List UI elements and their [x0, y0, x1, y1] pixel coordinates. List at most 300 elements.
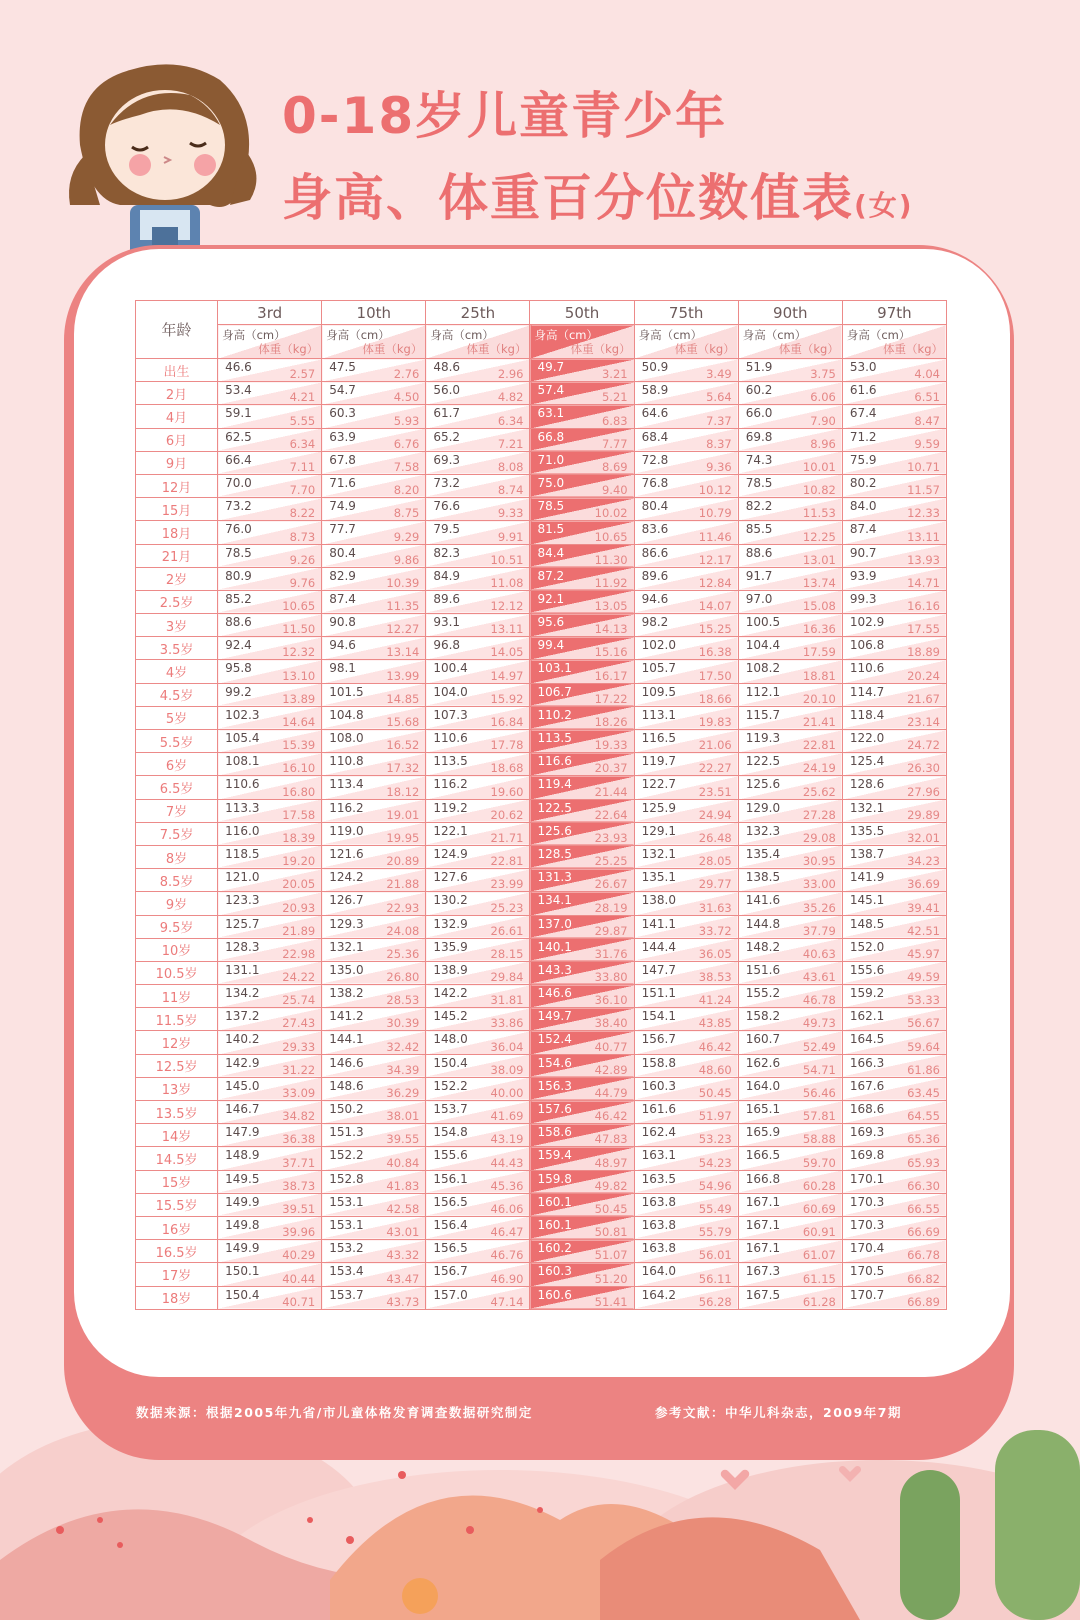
value-cell	[530, 961, 634, 984]
unit-header-row	[136, 325, 947, 359]
weight-value: 19.33	[594, 738, 628, 753]
height-value: 81.5	[537, 522, 565, 537]
value-cell	[738, 567, 842, 590]
value-cell	[842, 567, 946, 590]
height-value: 58.9	[641, 383, 669, 398]
weight-value: 11.92	[594, 575, 628, 590]
height-value: 60.2	[745, 383, 773, 398]
value-cell	[842, 498, 946, 521]
height-value: 66.4	[225, 452, 252, 467]
weight-value: 19.83	[698, 715, 732, 729]
table-row	[136, 1147, 947, 1170]
height-value: 63.1	[537, 406, 565, 421]
height-value: 50.9	[641, 360, 669, 374]
weight-value: 47.83	[594, 1132, 628, 1147]
weight-value: 25.62	[802, 784, 836, 799]
height-value: 148.6	[329, 1078, 364, 1093]
age-cell: 17岁	[136, 1263, 218, 1286]
height-value: 164.2	[641, 1287, 676, 1302]
height-unit-label: 身高（cm）	[326, 328, 390, 342]
value-cell	[218, 428, 322, 451]
height-value: 121.0	[225, 870, 260, 885]
height-value: 110.8	[329, 754, 364, 769]
value-cell	[842, 938, 946, 961]
value-cell	[426, 521, 530, 544]
height-value: 53.0	[849, 360, 877, 374]
height-value: 121.6	[329, 846, 364, 861]
height-value: 66.8	[537, 429, 565, 444]
value-cell	[530, 637, 634, 660]
height-value: 156.4	[433, 1217, 468, 1232]
percentile-header: 90th	[738, 301, 842, 325]
weight-value: 5.93	[393, 413, 420, 428]
height-value: 162.6	[745, 1055, 781, 1070]
weight-value: 49.82	[594, 1178, 628, 1193]
height-value: 154.1	[641, 1009, 676, 1024]
weight-value: 26.48	[698, 830, 732, 845]
weight-unit-label: 体重（kg）	[883, 342, 943, 356]
age-cell: 12月	[136, 474, 218, 497]
age-cell: 15月	[136, 498, 218, 521]
value-cell	[634, 1193, 738, 1216]
height-value: 99.3	[849, 591, 877, 606]
height-value: 49.7	[537, 360, 565, 374]
table-row	[136, 1263, 947, 1286]
height-value: 113.5	[537, 731, 572, 745]
unit-header	[634, 325, 738, 359]
value-cell	[322, 1077, 426, 1100]
value-cell	[738, 1077, 842, 1100]
gender-label: (女)	[854, 189, 914, 222]
weight-value: 33.09	[282, 1086, 316, 1100]
value-cell	[426, 706, 530, 729]
weight-value: 16.17	[594, 668, 628, 683]
height-value: 144.4	[641, 939, 676, 954]
weight-value: 39.51	[282, 1201, 316, 1216]
weight-value: 40.77	[594, 1039, 628, 1054]
height-value: 155.6	[849, 962, 885, 977]
value-cell	[530, 382, 634, 405]
value-cell	[842, 405, 946, 428]
value-cell	[530, 799, 634, 822]
weight-value: 61.86	[907, 1062, 940, 1077]
weight-value: 36.05	[698, 946, 732, 961]
value-cell	[634, 961, 738, 984]
height-value: 148.2	[745, 939, 781, 954]
value-cell	[842, 1101, 946, 1124]
table-row	[136, 799, 947, 822]
weight-value: 37.71	[282, 1155, 316, 1170]
weight-value: 24.72	[907, 738, 940, 753]
height-value: 106.7	[537, 684, 572, 699]
weight-value: 24.94	[698, 807, 732, 822]
table-row	[136, 1170, 947, 1193]
weight-value: 24.22	[282, 970, 316, 985]
value-cell	[634, 382, 738, 405]
value-cell	[426, 938, 530, 961]
weight-value: 66.30	[907, 1178, 940, 1193]
height-value: 87.4	[329, 591, 356, 606]
weight-value: 34.39	[386, 1062, 420, 1077]
weight-value: 10.12	[698, 483, 732, 498]
weight-value: 11.57	[907, 483, 940, 498]
height-value: 143.3	[537, 962, 572, 977]
value-cell	[634, 915, 738, 938]
age-cell: 9月	[136, 451, 218, 474]
weight-value: 53.33	[907, 993, 940, 1008]
height-value: 132.1	[641, 846, 676, 861]
weight-value: 51.97	[698, 1109, 732, 1124]
value-cell	[530, 822, 634, 845]
weight-value: 10.71	[907, 459, 940, 474]
weight-value: 36.29	[386, 1086, 420, 1100]
weight-value: 43.73	[386, 1294, 420, 1309]
table-row	[136, 359, 947, 382]
height-value: 135.0	[329, 962, 364, 977]
height-value: 106.8	[849, 638, 885, 653]
value-cell	[738, 1124, 842, 1147]
age-cell: 21月	[136, 544, 218, 567]
height-value: 94.6	[329, 638, 356, 653]
weight-value: 39.96	[282, 1225, 316, 1240]
value-cell	[426, 359, 530, 382]
table-row	[136, 730, 947, 753]
value-cell	[842, 1193, 946, 1216]
weight-value: 16.38	[698, 645, 732, 660]
weight-value: 10.51	[490, 552, 524, 567]
height-value: 66.0	[745, 406, 773, 421]
value-cell	[634, 451, 738, 474]
weight-value: 48.97	[594, 1155, 628, 1170]
weight-value: 36.04	[490, 1039, 524, 1054]
height-value: 164.0	[745, 1078, 781, 1093]
data-source-note: 数据来源：根据2005年九省/市儿童体格发育调查数据研究制定	[136, 1405, 533, 1420]
weight-value: 16.36	[802, 622, 836, 637]
value-cell	[634, 730, 738, 753]
weight-value: 40.63	[802, 946, 836, 961]
height-unit-label: 身高（cm）	[534, 328, 598, 342]
weight-value: 14.97	[490, 668, 524, 683]
height-value: 63.9	[329, 429, 356, 444]
weight-value: 8.96	[810, 436, 836, 451]
weight-value: 14.64	[282, 715, 316, 729]
value-cell	[322, 660, 426, 683]
height-value: 163.8	[641, 1217, 676, 1232]
height-value: 69.8	[745, 429, 773, 444]
table-row	[136, 1008, 947, 1031]
value-cell	[218, 567, 322, 590]
weight-value: 29.84	[490, 970, 524, 985]
value-cell	[738, 799, 842, 822]
table-row	[136, 776, 947, 799]
weight-value: 13.01	[802, 552, 836, 567]
value-cell	[530, 474, 634, 497]
value-cell	[842, 845, 946, 868]
value-cell	[634, 1240, 738, 1263]
height-value: 135.9	[433, 939, 468, 954]
height-value: 125.7	[225, 916, 260, 931]
height-value: 74.3	[745, 452, 773, 467]
height-value: 148.5	[849, 916, 885, 931]
weight-value: 31.81	[490, 993, 524, 1008]
value-cell	[738, 961, 842, 984]
height-value: 156.5	[433, 1241, 468, 1256]
value-cell	[842, 521, 946, 544]
value-cell	[634, 637, 738, 660]
weight-value: 44.79	[594, 1086, 628, 1100]
value-cell	[634, 706, 738, 729]
unit-header	[426, 325, 530, 359]
value-cell	[738, 869, 842, 892]
height-value: 51.9	[745, 360, 773, 374]
value-cell	[322, 359, 426, 382]
height-value: 90.7	[849, 545, 877, 560]
weight-value: 28.15	[490, 946, 524, 961]
weight-value: 9.91	[497, 529, 524, 544]
height-value: 87.4	[849, 522, 877, 537]
height-value: 138.9	[433, 962, 468, 977]
weight-value: 7.77	[601, 436, 628, 451]
height-value: 75.9	[849, 452, 877, 467]
age-cell: 2月	[136, 382, 218, 405]
weight-value: 8.74	[497, 483, 524, 498]
height-value: 76.6	[433, 499, 461, 514]
value-cell	[842, 1170, 946, 1193]
value-cell	[634, 1286, 738, 1309]
table-row	[136, 1240, 947, 1263]
value-cell	[218, 730, 322, 753]
value-cell	[322, 428, 426, 451]
height-value: 128.5	[537, 846, 572, 861]
value-cell	[322, 730, 426, 753]
weight-value: 28.53	[386, 993, 420, 1008]
value-cell	[426, 1101, 530, 1124]
value-cell	[218, 614, 322, 637]
weight-value: 15.92	[490, 691, 524, 706]
value-cell	[842, 683, 946, 706]
height-value: 170.3	[849, 1194, 885, 1209]
height-value: 160.1	[537, 1194, 572, 1209]
value-cell	[634, 776, 738, 799]
weight-value: 55.49	[698, 1201, 732, 1216]
age-cell: 2岁	[136, 567, 218, 590]
height-value: 150.1	[225, 1264, 260, 1279]
age-cell: 18岁	[136, 1286, 218, 1309]
value-cell	[322, 706, 426, 729]
weight-value: 25.74	[282, 993, 316, 1008]
weight-value: 15.25	[698, 622, 732, 637]
weight-value: 10.82	[802, 483, 836, 498]
value-cell	[218, 938, 322, 961]
table-row	[136, 660, 947, 683]
value-cell	[530, 1193, 634, 1216]
height-value: 80.4	[329, 545, 356, 560]
height-value: 145.2	[433, 1009, 468, 1024]
value-cell	[634, 1263, 738, 1286]
weight-value: 9.26	[289, 552, 316, 567]
table-row	[136, 1216, 947, 1239]
weight-value: 50.45	[698, 1086, 732, 1100]
height-value: 60.3	[329, 406, 356, 421]
weight-value: 21.06	[698, 738, 732, 753]
weight-value: 9.36	[706, 459, 732, 474]
height-value: 108.2	[745, 661, 781, 676]
age-cell: 6岁	[136, 753, 218, 776]
height-value: 65.2	[433, 429, 461, 444]
height-value: 132.1	[329, 939, 364, 954]
height-unit-label: 身高（cm）	[846, 328, 911, 342]
weight-value: 20.10	[802, 691, 836, 706]
age-cell: 15.5岁	[136, 1193, 218, 1216]
table-row	[136, 1193, 947, 1216]
weight-value: 65.36	[907, 1132, 940, 1147]
height-value: 154.6	[537, 1055, 572, 1070]
weight-value: 46.47	[490, 1225, 524, 1240]
height-value: 122.5	[745, 754, 781, 769]
height-value: 115.7	[745, 707, 781, 722]
height-value: 89.6	[641, 568, 669, 583]
value-cell	[218, 1193, 322, 1216]
height-value: 122.1	[433, 823, 468, 838]
height-value: 90.8	[329, 615, 356, 630]
value-cell	[842, 799, 946, 822]
value-cell	[738, 1193, 842, 1216]
value-cell	[530, 1216, 634, 1239]
height-value: 160.7	[745, 1032, 781, 1047]
weight-value: 63.45	[907, 1086, 940, 1100]
value-cell	[426, 1054, 530, 1077]
value-cell	[530, 451, 634, 474]
value-cell	[426, 567, 530, 590]
weight-value: 32.42	[386, 1039, 420, 1054]
height-value: 152.8	[329, 1171, 364, 1186]
value-cell	[426, 892, 530, 915]
weight-value: 12.32	[282, 645, 316, 660]
weight-value: 42.58	[386, 1201, 420, 1216]
age-cell: 5岁	[136, 706, 218, 729]
height-value: 153.1	[329, 1194, 364, 1209]
height-value: 163.1	[641, 1148, 676, 1163]
weight-value: 22.81	[490, 854, 524, 869]
height-value: 170.1	[849, 1171, 885, 1186]
value-cell	[634, 869, 738, 892]
value-cell	[426, 1263, 530, 1286]
height-value: 95.8	[225, 661, 252, 676]
weight-value: 55.79	[698, 1225, 732, 1240]
height-value: 76.8	[641, 475, 669, 490]
value-cell	[738, 938, 842, 961]
value-cell	[218, 1077, 322, 1100]
weight-value: 21.44	[594, 784, 628, 799]
weight-value: 51.41	[594, 1294, 628, 1309]
value-cell	[218, 776, 322, 799]
value-cell	[218, 405, 322, 428]
height-value: 69.3	[433, 452, 461, 467]
weight-value: 21.71	[490, 830, 524, 845]
unit-header	[738, 325, 842, 359]
value-cell	[530, 706, 634, 729]
weight-value: 11.46	[698, 529, 732, 544]
weight-value: 16.16	[907, 599, 940, 614]
weight-value: 16.52	[386, 738, 420, 753]
height-value: 152.0	[849, 939, 885, 954]
weight-value: 46.06	[490, 1201, 524, 1216]
value-cell	[634, 521, 738, 544]
value-cell	[634, 938, 738, 961]
value-cell	[218, 892, 322, 915]
height-value: 104.4	[745, 638, 781, 653]
reference-note: 参考文献：中华儿科杂志，2009年7期	[655, 1405, 902, 1420]
value-cell	[842, 1031, 946, 1054]
value-cell	[738, 405, 842, 428]
value-cell	[322, 892, 426, 915]
value-cell	[218, 869, 322, 892]
height-value: 73.2	[433, 475, 461, 490]
weight-value: 6.34	[289, 436, 316, 451]
weight-value: 15.08	[802, 599, 836, 614]
percentile-header: 50th	[530, 301, 634, 325]
weight-value: 20.37	[594, 761, 628, 776]
weight-value: 36.38	[282, 1132, 316, 1147]
cartoon-girl-illustration	[60, 55, 290, 265]
height-value: 135.4	[745, 846, 781, 861]
height-value: 104.0	[433, 684, 468, 699]
value-cell	[322, 1008, 426, 1031]
value-cell	[426, 382, 530, 405]
weight-value: 50.45	[594, 1201, 628, 1216]
weight-unit-label: 体重（kg）	[674, 342, 735, 356]
height-value: 145.0	[225, 1078, 260, 1093]
value-cell	[426, 845, 530, 868]
height-value: 128.3	[225, 939, 260, 954]
value-cell	[842, 1286, 946, 1309]
height-value: 71.0	[537, 452, 565, 467]
height-value: 70.0	[225, 475, 252, 490]
weight-value: 5.55	[289, 413, 316, 428]
height-value: 119.0	[329, 823, 364, 838]
height-value: 141.9	[849, 870, 885, 885]
weight-value: 46.90	[490, 1271, 524, 1286]
value-cell	[426, 637, 530, 660]
unit-header	[218, 325, 322, 359]
height-value: 48.6	[433, 360, 461, 374]
height-value: 150.4	[225, 1287, 260, 1302]
height-value: 166.8	[745, 1171, 781, 1186]
value-cell	[842, 474, 946, 497]
height-value: 160.2	[537, 1241, 572, 1256]
table-row	[136, 544, 947, 567]
value-cell	[322, 498, 426, 521]
weight-value: 22.98	[282, 946, 316, 961]
value-cell	[426, 985, 530, 1008]
height-value: 155.6	[433, 1148, 468, 1163]
weight-value: 2.57	[289, 367, 316, 382]
height-value: 61.7	[433, 406, 461, 421]
height-value: 113.4	[329, 777, 364, 792]
value-cell	[738, 614, 842, 637]
weight-value: 23.93	[594, 830, 628, 845]
weight-value: 7.37	[706, 413, 732, 428]
height-value: 98.2	[641, 615, 669, 630]
height-value: 105.4	[225, 731, 260, 745]
weight-value: 43.85	[698, 1016, 732, 1031]
value-cell	[426, 915, 530, 938]
value-cell	[842, 892, 946, 915]
weight-value: 33.80	[594, 970, 628, 985]
table-row	[136, 498, 947, 521]
value-cell	[738, 822, 842, 845]
weight-value: 25.36	[386, 946, 420, 961]
